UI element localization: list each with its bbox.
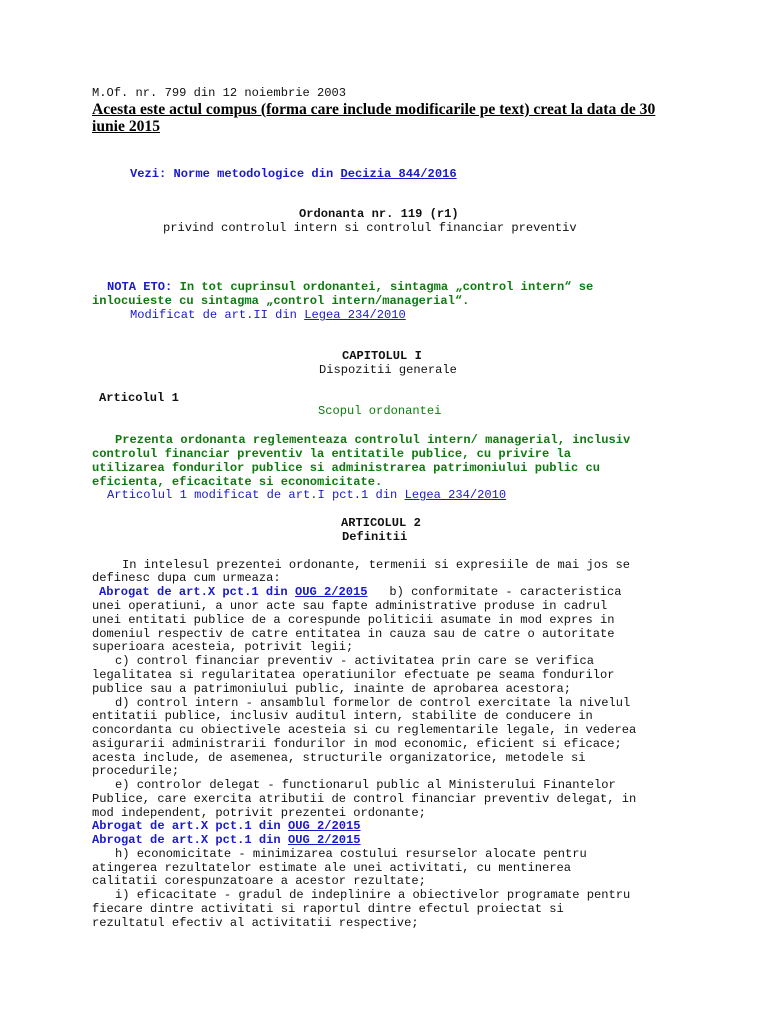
article-1-text-line: Prezenta ordonanta reglementeaza controlul intern/ managerial, inclusiv <box>115 433 631 447</box>
oug-2-2015-link[interactable]: OUG 2/2015 <box>287 833 361 847</box>
legea-234-2010-link[interactable]: Legea 234/2010 <box>404 488 507 502</box>
article-1-modification: Articolul 1 modificat de art.I pct.1 din Legea 234/2010 <box>107 488 507 502</box>
editor-note-label: NOTA ETO: <box>107 280 173 294</box>
definition-e-line: mod independent, potrivit prezentei ordonante; <box>92 806 426 820</box>
editor-note-line-2: inlocuieste cu sintagma „control intern/managerial“. <box>92 294 470 308</box>
definition-d-line: concordanta cu obiectivele acesteia si cu reglementarile legale, in vederea <box>92 723 637 737</box>
oug-2-2015-link[interactable]: OUG 2/2015 <box>294 585 368 599</box>
definition-d-line: entitatii publice, inclusiv auditul intern, stabilite de conducere in <box>92 709 593 723</box>
definition-b-line: unei entitati publice de a corespunde politicii asumate in mod expres in <box>92 613 615 627</box>
act-title: Ordonanta nr. 119 (r1) <box>299 207 459 221</box>
definition-d-line: asigurarii administrarii fondurilor in mod economic, eficient si eficace; <box>92 737 622 751</box>
chapter-title: Dispozitii generale <box>319 363 457 377</box>
definition-i-line: rezultatul efectiv al activitatii respective; <box>92 916 419 930</box>
legea-234-2010-link[interactable]: Legea 234/2010 <box>304 308 406 322</box>
definition-i-line: fiecare dintre activitati si raportul dintre efectul proiectat si <box>92 902 564 916</box>
definition-h-line: h) economicitate - minimizarea costului resurselor alocate pentru <box>115 847 587 861</box>
repealed-note: Abrogat de art.X pct.1 din OUG 2/2015 <box>92 833 361 847</box>
article-1-label: Articolul 1 <box>99 391 179 405</box>
definition-h-line: calitatii corespunzatoare a acestor rezultate; <box>92 874 426 888</box>
definition-d-line: procedurile; <box>92 764 180 778</box>
definition-e-line: e) controlor delegat - functionarul public al Ministerului Finantelor <box>115 778 616 792</box>
article-2-label: ARTICOLUL 2 <box>341 516 421 530</box>
editor-note-modification: Modificat de art.II din Legea 234/2010 <box>130 308 406 322</box>
definition-e-line: Publice, care exercita atributii de control financiar preventiv delegat, in <box>92 792 637 806</box>
definition-d-line: acesta include, de asemenea, structurile organizatorice, metodele si <box>92 751 586 765</box>
see-also-note <box>130 167 457 181</box>
see-also-text: Vezi: Norme metodologice din <box>130 167 341 181</box>
definition-c-line: legalitatea si regularitatea operatiunilor efectuate pe seama fondurilor <box>92 668 615 682</box>
article-1-text-line: eficienta, eficacitate si economicitate. <box>92 475 383 489</box>
definition-b-line: unei operatiuni, a unor acte sau fapte administrative produse in cadrul <box>92 599 608 613</box>
definition-b-first-line: Abrogat de art.X pct.1 din OUG 2/2015 b) conformitate - caracteristica <box>99 585 622 599</box>
repealed-note: Abrogat de art.X pct.1 din OUG 2/2015 <box>99 585 368 599</box>
definition-i-line: i) eficacitate - gradul de indeplinire a obiectivelor programate pentru <box>115 888 631 902</box>
article-2-intro-line: In intelesul prezentei ordonante, termenii si expresiile de mai jos se <box>122 558 631 572</box>
act-subtitle: privind controlul intern si controlul financiar preventiv <box>163 221 577 235</box>
official-gazette-reference: M.Of. nr. 799 din 12 noiembrie 2003 <box>92 86 347 100</box>
definition-c-line: publice sau a patrimoniului public, inainte de aprobarea acestora; <box>92 682 571 696</box>
definition-d-line: d) control intern - ansamblul formelor de control exercitate la nivelul <box>115 696 631 710</box>
chapter-label: CAPITOLUL I <box>342 349 422 363</box>
article-2-intro-line: definesc dupa cum urmeaza: <box>92 571 281 585</box>
decizia-844-2016-link[interactable]: Decizia 844/2016 <box>340 167 457 181</box>
article-2-title: Definitii <box>342 530 408 544</box>
article-1-text-line: utilizarea fondurilor publice si administrarea patrimoniului public cu <box>92 461 601 475</box>
definition-b-line: superioara acesteia, potrivit legii; <box>92 640 354 654</box>
compiled-act-notice-line-1: Acesta este actul compus (forma care include modificarile pe text) creat la data de 30 <box>92 101 656 118</box>
article-1-text-line: controlul financiar preventiv la entitatile publice, cu privire la <box>92 447 571 461</box>
definition-c-line: c) control financiar preventiv - activitatea prin care se verifica <box>115 654 594 668</box>
definition-b-line: domeniul respectiv de catre entitatea in cauza sau de catre o autoritate <box>92 627 615 641</box>
repealed-note: Abrogat de art.X pct.1 din OUG 2/2015 <box>92 819 361 833</box>
article-1-title: Scopul ordonantei <box>318 404 442 418</box>
oug-2-2015-link[interactable]: OUG 2/2015 <box>287 819 361 833</box>
compiled-act-notice-line-2: iunie 2015 <box>92 118 161 135</box>
editor-note-line-1: NOTA ETO: In tot cuprinsul ordonantei, sintagma „control intern“ se <box>107 280 594 294</box>
definition-h-line: atingerea rezultatelor estimate ale unei activitati, cu mentinerea <box>92 861 571 875</box>
